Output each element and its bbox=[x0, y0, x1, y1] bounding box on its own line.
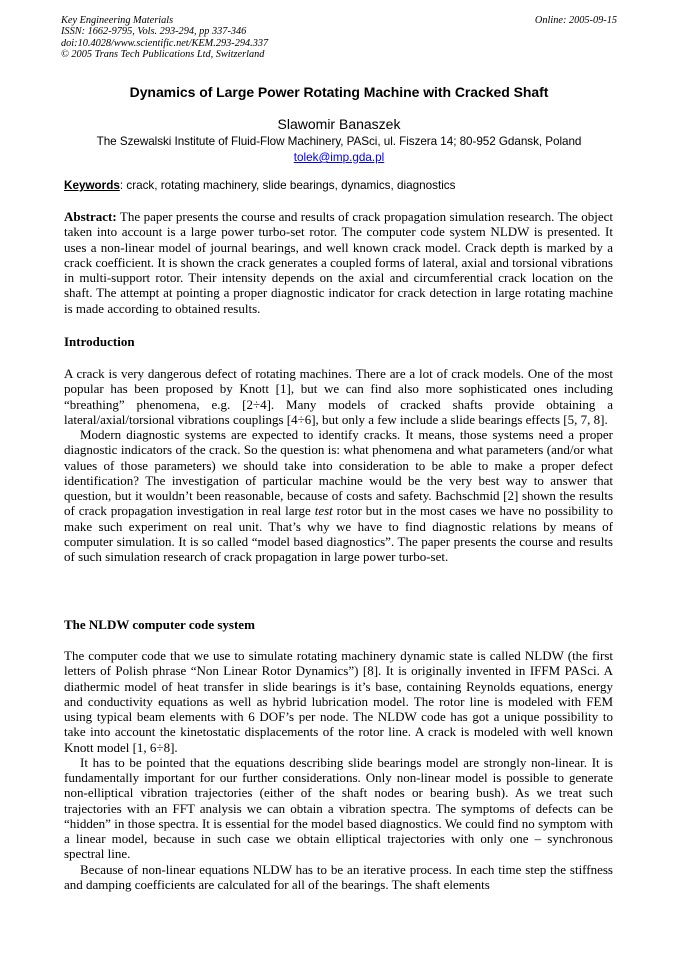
issn-line: ISSN: 1662-9795, Vols. 293-294, pp 337-346 bbox=[61, 26, 247, 38]
author-affiliation: The Szewalski Institute of Fluid-Flow Machinery, PASci, ul. Fiszera 14; 80-952 Gdansk, Poland bbox=[96, 135, 582, 148]
section-heading-introduction: Introduction bbox=[64, 334, 135, 349]
copyright-line: © 2005 Trans Tech Publications Ltd, Switzerland bbox=[61, 48, 265, 60]
paragraph: Because of non-linear equations NLDW has to be an iterative process. In each time step the stiffness and damping coefficients are calculated for all of the bearings. The shaft elements bbox=[64, 861, 613, 892]
paper-title: Dynamics of Large Power Rotating Machine with Cracked Shaft bbox=[129, 84, 549, 100]
emphasis: test bbox=[314, 503, 333, 519]
doi-line: doi:10.4028/www.scientific.net/KEM.293-294.337 bbox=[61, 37, 269, 49]
online-date: Online: 2005-09-15 bbox=[534, 15, 617, 26]
author-email bbox=[0, 151, 678, 164]
abstract-label: Abstract: bbox=[64, 209, 117, 224]
author-name: Slawomir Banaszek bbox=[277, 116, 401, 132]
introduction-section bbox=[64, 366, 613, 564]
keywords-text: : crack, rotating machinery, slide bearings, dynamics, diagnostics bbox=[119, 179, 456, 192]
section-heading-nldw: The NLDW computer code system bbox=[64, 617, 255, 632]
paragraph: Modern diagnostic systems are expected to identify cracks. It means, those systems need a proper diagnostic indicators of the crack. So the question is: what phenomena and what parameters (and/or what values of those parameters) we should take into consideration to be able to make a proper defect identification? The investigation of particular machine would be the very best way to answer that question, but it wouldn’t been reasonable, because of costs and safety. Bachschmid [2] shown the results of crack propagation investigation in real large test rotor but in the most cases we have no possibility to make such experiment on real unit. That’s why we have to find diagnostic relations by means of computer simulation. It is so called “model based diagnostics”. The paper presents the course and results of such simulation research of crack propagation in large power turbo-set. bbox=[64, 427, 613, 564]
keywords bbox=[64, 179, 624, 192]
abstract-text: The paper presents the course and results of crack propagation simulation research. The object taken into account is a large power turbo-set rotor. The computer code system NLDW is presented. It uses a non-linear model of journal bearings, and well known crack model. Crack depth is marked by a crack coefficient. It is shown the crack generates a coupled forms of lateral, axial and torsional vibrations in multi-support rotor. Their intensity depends on the axial and circumferential crack location on the shaft. The attempt at pointing a proper diagnostic indicator for crack detection in large rotating machine is made according to obtained results. bbox=[64, 209, 613, 316]
paragraph: The computer code that we use to simulate rotating machinery dynamic state is called NLDW (the first letters of Polish phrase “Non Linear Rotor Dynamics”) [8]. It is originally invented in IFFM PASci. A diathermic model of heat transfer in slide bearings is it’s base, containing Reynolds equations, energy and conductivity equations as well as hybrid lubrication model. The rotor line is modeled with FEM using typical beam elements with 6 DOF’s per node. The NLDW code has got a unique possibility to take into account the kinetostatic displacements of the rotor line. A crack is modeled with well known Knott model [1, 6÷8]. bbox=[64, 648, 613, 755]
nldw-section bbox=[64, 648, 613, 892]
paragraph: A crack is very dangerous defect of rotating machines. There are a lot of crack models. One of the most popular has been proposed by Knott [1], but we can find also more sophisticated ones including “breathing” phenomena, e.g. [2÷4]. Many models of cracked shafts provide obtaining a lateral/axial/torsional vibrations couplings [4÷6], but only a few include a slide bearings effects [5, 7, 8]. bbox=[64, 366, 613, 427]
paragraph: It has to be pointed that the equations describing slide bearings model are strongly non-linear. It is fundamentally important for our further considerations. Only non-linear model is possible to generate non-elliptical vibration trajectories (either of the shaft nodes or bearing bush). As we treat such trajectories with an FFT analysis we can obtain a vibration spectra. The symptoms of defects can be “hidden” in those spectra. It is essential for the model based diagnostics. We could find no symptom with a linear model, because in such case we obtain elliptical trajectories with only one – synchronous spectral line. bbox=[64, 754, 613, 862]
keywords-label: Keywords bbox=[64, 179, 120, 192]
journal-name: Key Engineering Materials bbox=[61, 15, 174, 26]
email-link[interactable]: tolek@imp.gda.pl bbox=[293, 151, 385, 164]
abstract bbox=[64, 209, 613, 316]
journal-header bbox=[61, 15, 617, 60]
